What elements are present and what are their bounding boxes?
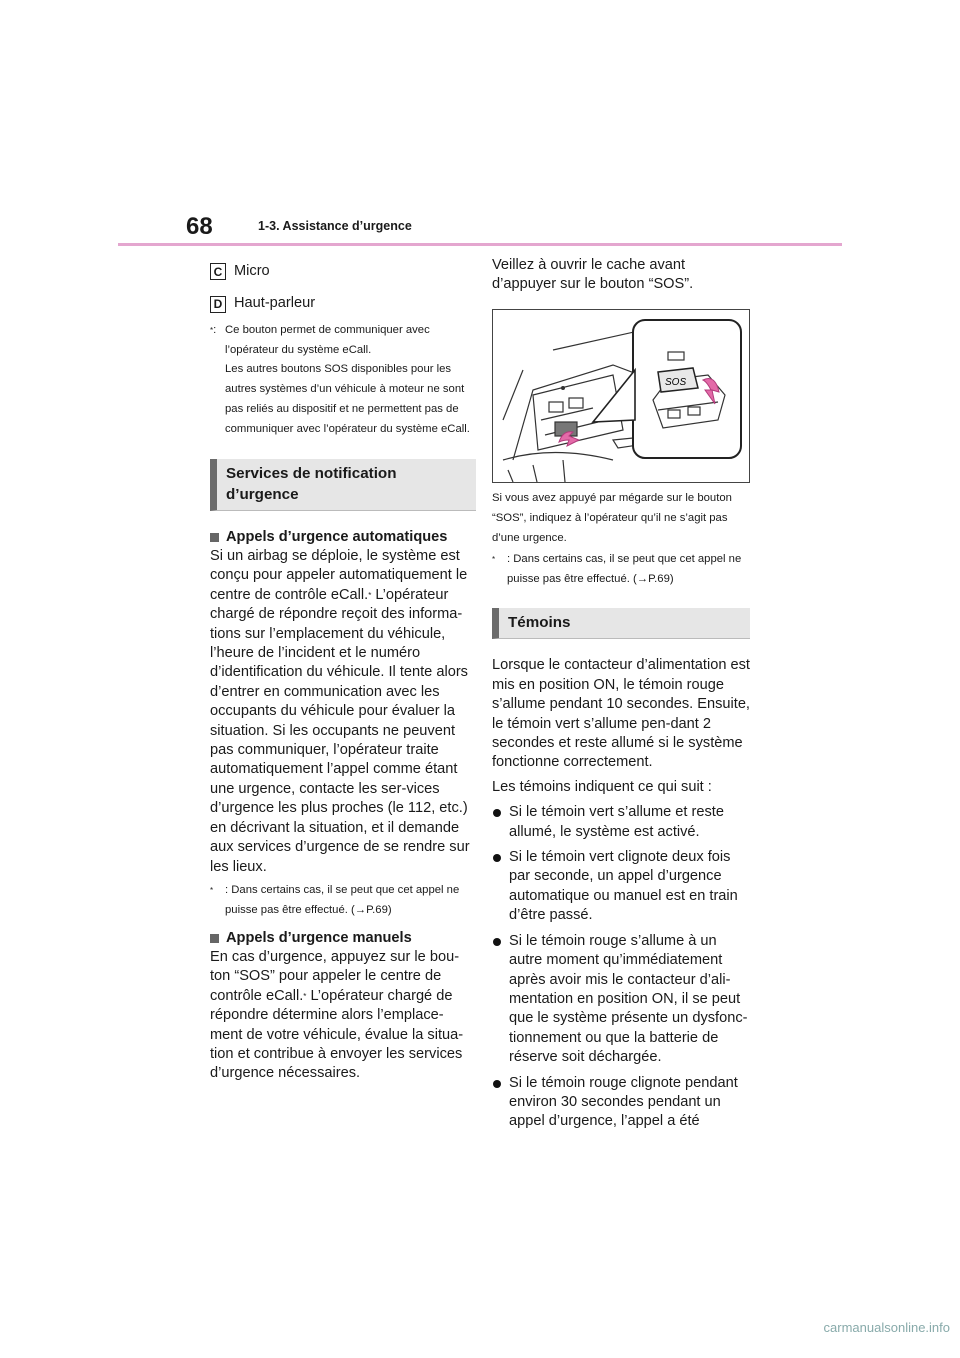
footnote-sos-button	[210, 321, 470, 440]
overhead-console-drawing	[493, 310, 749, 482]
indicators-intro: Les témoins indiquent ce qui suit :	[492, 778, 712, 795]
indicator-dot	[561, 386, 565, 390]
sos-label: SOS	[665, 376, 687, 388]
right-column	[492, 256, 750, 1138]
item-c-label: Micro	[234, 263, 270, 279]
sub-heading-manual: Appels d’urgence manuels	[210, 929, 470, 948]
square-bullet-icon	[210, 934, 219, 943]
footnote-marker: *:	[210, 323, 217, 336]
sos-cover-instruction: Veillez à ouvrir le cache avant d’appuyer sur le bouton “SOS”.	[492, 257, 694, 293]
footnote-automatic: * : Dans certains cas, il se peut que cet appel ne puisse pas être effectué. (→P.69)	[210, 883, 460, 916]
item-c	[210, 262, 470, 281]
footnote-line2: Les autres boutons SOS disponibles pour les autres systèmes d’un véhicule à moteur ne sont pas reliés au dispositif et ne permettent pas de communiquer avec l’opérateur du système eCall.	[225, 363, 470, 435]
chapter-title: 1-3. Assistance d’urgence	[258, 219, 412, 233]
site-watermark: carmanualsonline.info	[823, 1320, 950, 1335]
item-d-label: Haut-parleur	[234, 295, 316, 312]
left-column	[210, 258, 470, 1084]
indicator-list	[492, 803, 750, 1132]
header-divider	[118, 243, 842, 246]
indicators-paragraph: Lorsque le contacteur d’alimentation est mis en position ON, le témoin rouge s’allume pendant 10 secondes. Ensuite, le témoin vert s’allume pen-dant 2 secondes et reste allumé si le système fonctionne correctement.	[492, 657, 750, 771]
section-heading-indicators: Témoins	[492, 608, 750, 639]
item-d	[210, 294, 470, 313]
list-item: Si le témoin rouge clignote pendant environ 30 secondes pendant un appel d’urgence, l’appel a été	[492, 1074, 750, 1132]
section-heading-notification: Services de notification d’urgence	[210, 459, 476, 511]
square-bullet-icon	[210, 533, 219, 542]
letter-c-badge: C	[210, 263, 226, 280]
page-number: 68	[186, 213, 213, 240]
footnote-right: * : Dans certains cas, il se peut que cet appel ne puisse pas être effectué. (→P.69)	[492, 552, 742, 585]
list-item: Si le témoin vert clignote deux fois par seconde, un appel d’urgence automatique ou manuel est en train d’être passé.	[492, 848, 750, 926]
figure-caption: Si vous avez appuyé par mégarde sur le bouton “SOS”, indiquez à l’opérateur qu’il ne s’agit pas d’une urgence.	[492, 491, 732, 544]
automatic-calls-block	[210, 528, 470, 921]
manual-calls-text: En cas d’urgence, appuyez sur le bou-ton “SOS” pour appeler le centre de contrôle eCall.* L’opérateur chargé de répondre détermine alors l’emplace-ment de votre véhicule, évalue la situa-tion et contribue à envoyer les services d’urgence nécessaires.	[210, 948, 464, 1082]
sub-heading-automatic: Appels d’urgence automatiques	[210, 528, 470, 547]
letter-d-badge: D	[210, 296, 226, 313]
automatic-calls-text: Si un airbag se déploie, le système est conçu pour appeler automatiquement le centre de contrôle eCall.* L’opérateur chargé de répondre reçoit des informa-tions sur l’emplacement du véhicule, l’heure de l’incident et le numéro d’identification du véhicule. Il tente alors d’entrer en communication avec les occupants du véhicule pour évaluer la situation. Si les occupants ne peuvent pas communiquer, l’opérateur traite automatiquement l’appel comme étant une urgence, contacte les ser-vices d’urgence les plus proches (le 112, etc.) en décrivant la situation, et il demande aux services d’urgence de se rendre sur les lieux.	[210, 548, 470, 875]
manual-calls-block	[210, 929, 470, 1084]
list-item: Si le témoin vert s’allume et reste allumé, le système est activé.	[492, 803, 750, 842]
sos-button-illustration	[492, 309, 750, 483]
footnote-line1: Ce bouton permet de communiquer avec l’opérateur du système eCall.	[225, 323, 430, 356]
list-item: Si le témoin rouge s’allume à un autre moment qu’immédiatement après avoir mis le contacteur d’ali-mentation en position ON, il se peut que le système présente un dysfonc-tionnement ou que la batterie de réserve soit déchargée.	[492, 932, 750, 1068]
